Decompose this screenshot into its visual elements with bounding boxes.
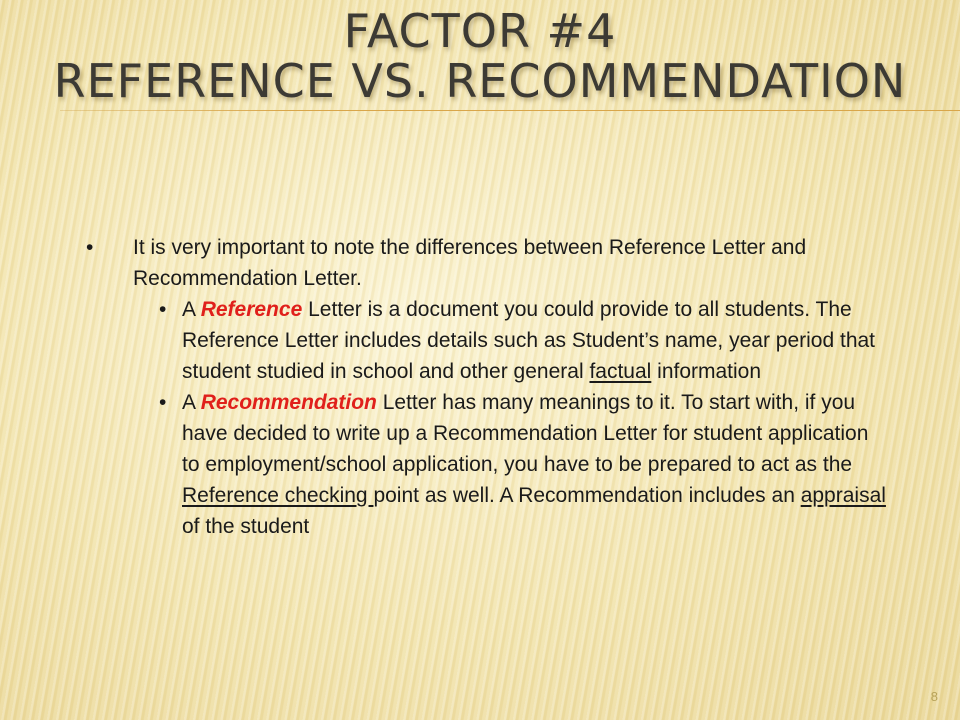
slide-title <box>0 6 960 106</box>
bullet-reference <box>86 294 886 387</box>
bullet-dot-icon: • <box>159 298 167 321</box>
reference-keyword: Reference <box>200 298 303 321</box>
reference-text-1: Letter is a document you could provide to all students. The Reference Letter includes details such as Student’s name, year period that student studied in school and other general <box>182 298 876 383</box>
title-underline-rule <box>60 110 960 111</box>
bullet-dot-icon: • <box>86 236 94 259</box>
slide-page-number: 8 <box>930 689 938 704</box>
slide-body <box>86 232 886 542</box>
recommendation-underlined-reference-checking: Reference checking <box>182 484 374 507</box>
bullet-main <box>86 232 886 294</box>
bullet-main-text: It is very important to note the differences between Reference Letter and Recommendation Letter. <box>133 236 807 290</box>
bullet-recommendation <box>86 387 886 542</box>
recommendation-article: A <box>182 391 201 414</box>
recommendation-keyword: Recommendation <box>200 391 377 414</box>
title-line-1: FACTOR #4 <box>343 4 617 58</box>
bullet-dot-icon: • <box>159 391 167 414</box>
reference-article: A <box>182 298 201 321</box>
recommendation-text-1: Letter has many meanings to it. To start with, if you have decided to write up a Recommendation Letter for student application to employment/school application, you have to be prepared to act as the <box>182 391 869 476</box>
reference-underlined-factual: factual <box>589 360 652 383</box>
recommendation-text-2: point as well. A Recommendation includes an <box>373 484 801 507</box>
recommendation-underlined-appraisal: appraisal <box>800 484 886 507</box>
recommendation-text-3: of the student <box>182 515 310 538</box>
reference-text-2: information <box>651 360 762 383</box>
title-line-2: REFERENCE VS. RECOMMENDATION <box>53 54 907 108</box>
